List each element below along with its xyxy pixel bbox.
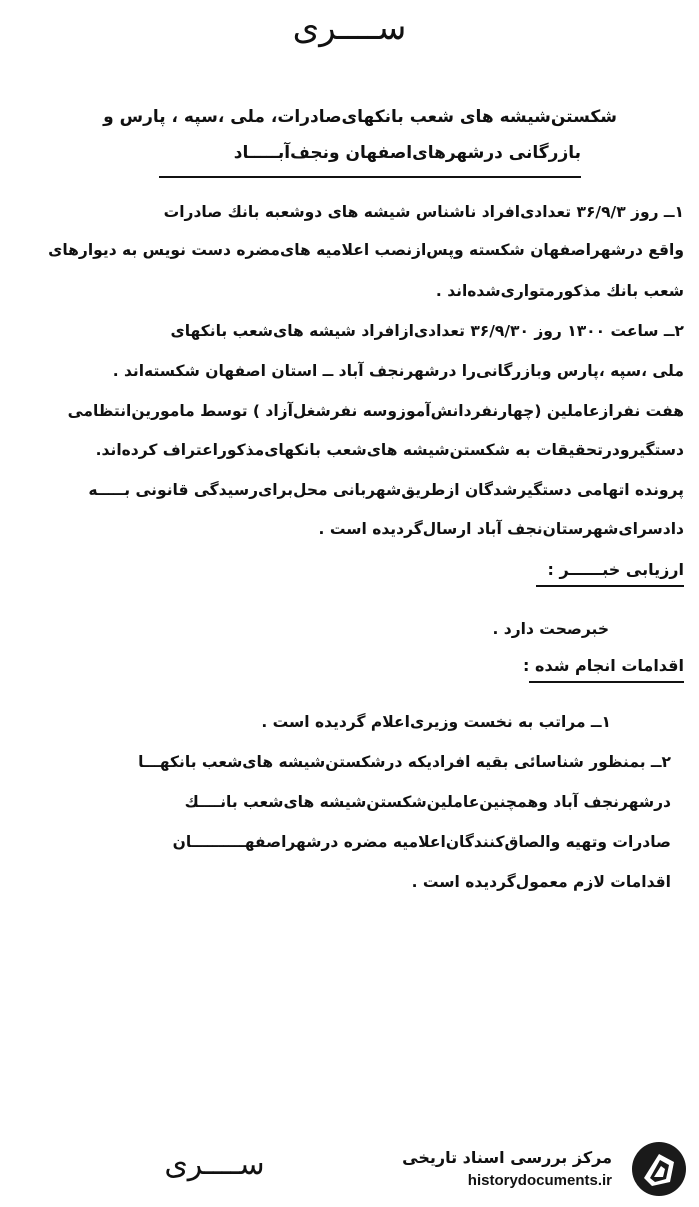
archive-website: historydocuments.ir: [467, 1172, 612, 1189]
paragraph-line: ملی ،سپه ،پارس وبازرگانی‌را درشهرنجف آباد ــ استان اصفهان شکسته‌اند .: [112, 362, 684, 380]
actions-heading: اقدامات انجام شده :: [523, 656, 684, 675]
assessment-heading-underline: [536, 585, 684, 587]
actions-heading-underline: [529, 681, 684, 683]
action-item: صادرات وتهیه والصاق‌کنندگان‌اعلامیه مضره درشهراصفهــــــــــان: [172, 833, 671, 851]
paragraph-line: شعب بانك مذکورمتواری‌شده‌اند .: [435, 282, 684, 300]
document-title-line-1: شکستن‌شیشه های شعب بانکهای‌صادرات، ملی ،سپه ، پارس و: [103, 107, 617, 127]
classification-stamp-top: ســــرى: [292, 8, 407, 48]
archive-logo-icon: [630, 1140, 688, 1198]
document-title-line-2: بازرگانی درشهرهای‌اصفهان ونجف‌آبـــــاد: [233, 143, 581, 163]
action-item: درشهرنجف آباد وهمچنین‌عاملین‌شکستن‌شیشه های‌شعب بانــــك: [184, 793, 671, 811]
paragraph-line: ۲ــ ساعت ۱۳۰۰ روز ۳۶/۹/۳۰ تعدادی‌ازافراد شیشه های‌شعب بانکهای: [170, 322, 684, 340]
archive-footer: [402, 1138, 690, 1200]
paragraph-line: دستگیرودرتحقیقات به شکستن‌شیشه های‌شعب بانکهای‌مذکوراعتراف کرده‌اند.: [95, 441, 684, 459]
classification-stamp-bottom: ســــرى: [164, 1147, 265, 1182]
paragraph-line: هفت نفرازعاملین (چهارنفردانش‌آموزوسه نفرشغل‌آزاد ) توسط مامورین‌انتظامی: [67, 402, 684, 420]
archive-org-name: مرکز بررسی اسناد تاریخی: [402, 1148, 612, 1167]
action-item: اقدامات لازم معمول‌گردیده است .: [411, 873, 671, 891]
assessment-heading: ارزیابی خبــــــر :: [547, 560, 684, 579]
paragraph-line: ۱ــ روز ۳۶/۹/۳ تعدادی‌افراد ناشناس شیشه های دوشعبه بانك صادرات: [163, 203, 684, 221]
action-item: ۱ــ مراتب به نخست وزیری‌اعلام گردیده است .: [261, 713, 611, 731]
assessment-text: خبرصحت دارد .: [492, 620, 609, 638]
paragraph-line: پرونده اتهامی دستگیرشدگان ازطریق‌شهربانی محل‌برای‌رسیدگی قانونی بـــــه: [88, 481, 684, 499]
action-item: ۲ــ بمنظور شناسائی بقیه افرادیکه درشکستن‌شیشه های‌شعب بانکهـــا: [138, 753, 671, 771]
paragraph-line: دادسرای‌شهرستان‌نجف آباد ارسال‌گردیده است .: [318, 520, 684, 538]
paragraph-line: واقع درشهراصفهان شکسته وپس‌ازنصب اعلامیه های‌مضره دست نویس به دیوارهای: [48, 241, 684, 259]
title-underline: [159, 176, 581, 178]
